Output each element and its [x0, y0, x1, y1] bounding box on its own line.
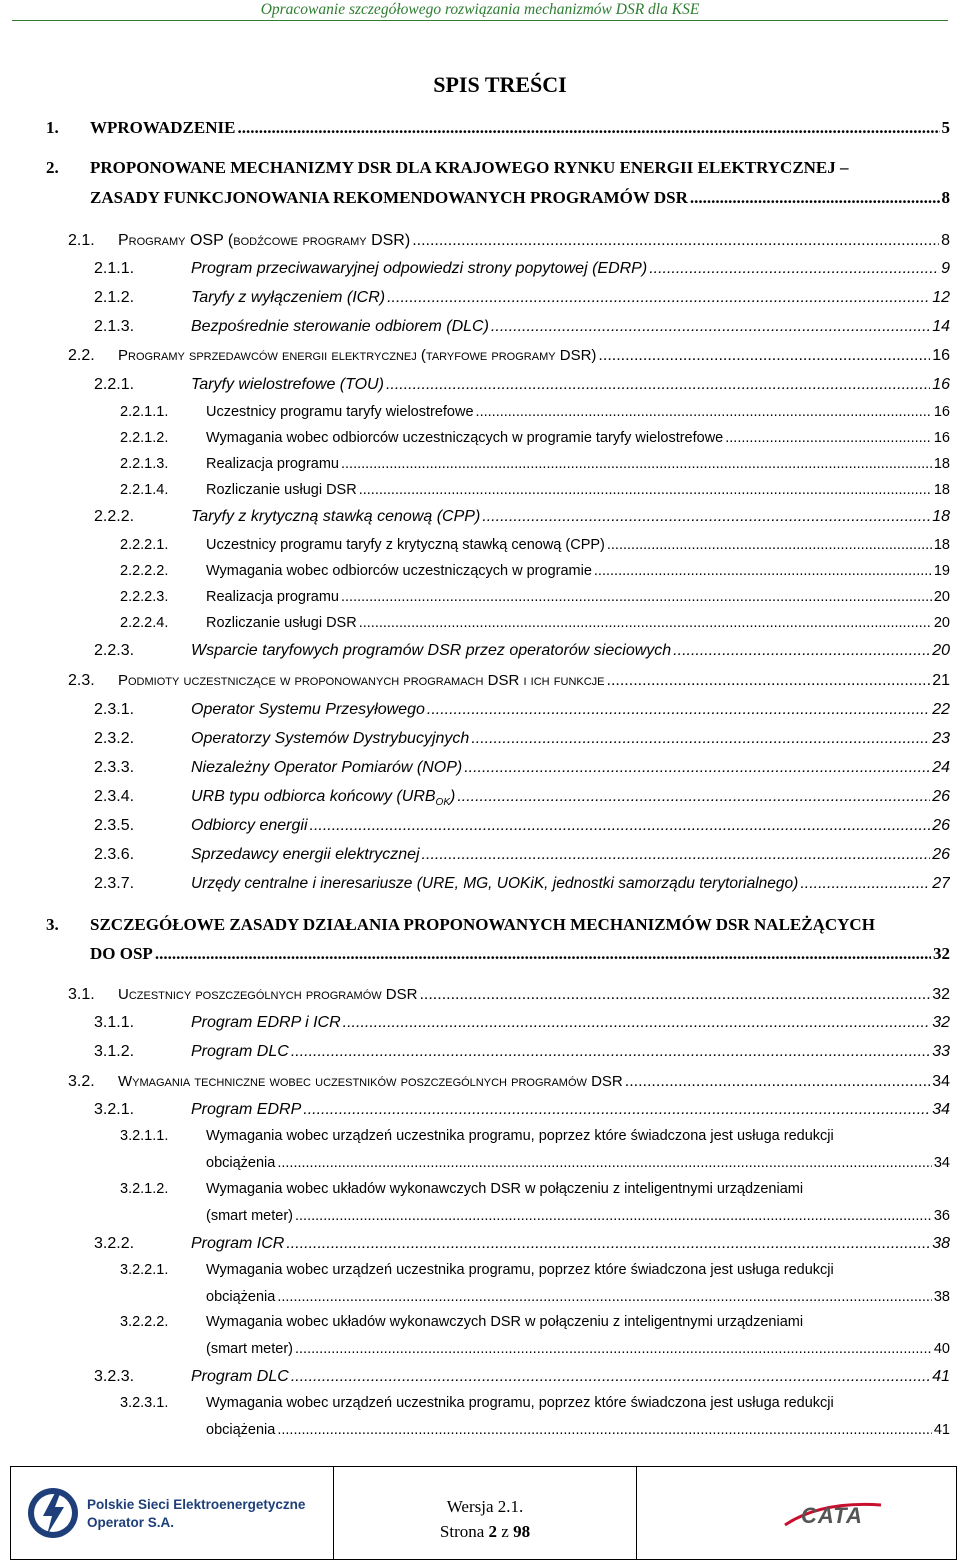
toc-text: Wymagania wobec odbiorców uczestniczących w programie — [206, 563, 592, 579]
toc-num: 2.3.6. — [94, 846, 135, 863]
toc-text: Wymagania wobec urządzeń uczestnika programu, poprzez które świadczona jest usługa redukcji — [206, 1262, 834, 1278]
toc-leader — [359, 482, 932, 498]
toc-text: Program DLC — [191, 1043, 289, 1060]
toc-entry[interactable] — [120, 1181, 950, 1197]
toc-page: 41 — [932, 1368, 950, 1385]
toc-page: 18 — [932, 508, 950, 525]
toc-num: 3.2.3. — [94, 1368, 135, 1385]
running-header: Opracowanie szczegółowego rozwiązania mechanizmów DSR dla KSE — [260, 1, 700, 18]
toc-num: 3.2.2.2. — [120, 1314, 169, 1330]
toc-entry[interactable] — [68, 986, 950, 1004]
toc-page: 26 — [932, 788, 950, 805]
toc-entry[interactable] — [120, 1314, 950, 1330]
page-total: 98 — [513, 1522, 531, 1541]
toc-entry[interactable] — [94, 730, 950, 748]
toc-leader — [291, 1368, 930, 1386]
toc-entry[interactable] — [94, 376, 950, 394]
toc-text: Uczestnicy poszczególnych programów DSR — [118, 986, 418, 1003]
toc-leader — [277, 1289, 932, 1305]
toc-entry[interactable] — [120, 589, 950, 605]
toc-num: 2.3.1. — [94, 701, 135, 718]
toc-page: 8 — [941, 232, 950, 249]
toc-leader — [607, 672, 931, 690]
toc-entry[interactable] — [94, 1235, 950, 1253]
toc-leader — [725, 430, 932, 446]
toc-text: Taryfy wielostrefowe (TOU) — [191, 376, 384, 393]
toc-text: Wymagania techniczne wobec uczestników poszczególnych programów DSR — [118, 1073, 623, 1090]
toc-num: 1. — [46, 118, 59, 137]
toc-text: Programy sprzedawców energii elektrycznej (taryfowe programy DSR) — [118, 347, 597, 364]
toc-text: Program ICR — [191, 1235, 285, 1252]
toc-page: 20 — [933, 589, 950, 605]
toc-entry-cont[interactable] — [206, 1208, 950, 1224]
toc-num: 3.1.1. — [94, 1014, 135, 1031]
toc-num: 2.2.2.3. — [120, 589, 169, 605]
toc-leader — [422, 846, 931, 864]
toc-leader — [412, 232, 939, 250]
toc-num: 2.3.2. — [94, 730, 135, 747]
toc-num: 2.2.3. — [94, 642, 135, 659]
toc-text: Realizacja programu — [206, 589, 339, 605]
toc-num: 2.1. — [68, 232, 95, 249]
toc-entry[interactable] — [94, 701, 950, 719]
toc-num: 3.2.1. — [94, 1101, 135, 1118]
toc-num: 2.3.7. — [94, 875, 135, 892]
toc-num: 3.2. — [68, 1073, 95, 1090]
toc-leader — [343, 1014, 931, 1032]
toc-entry[interactable] — [120, 404, 950, 420]
toc-page: 16 — [932, 347, 950, 364]
toc-text: (smart meter) — [206, 1341, 293, 1357]
toc-leader — [690, 188, 940, 208]
toc-page: 22 — [932, 701, 950, 718]
version-label: Wersja 2.1. — [446, 1497, 524, 1516]
toc-leader — [310, 817, 931, 835]
toc-entry[interactable] — [94, 788, 950, 808]
toc-text: Urzędy centralne i ineresariusze (URE, MG, UOKiK, jednostki samorządu terytorialnego) — [191, 875, 799, 892]
toc-entry[interactable] — [120, 456, 950, 472]
toc-title: SPIS TREŚCI — [433, 72, 567, 97]
footer-divider — [636, 1467, 637, 1559]
toc-num: 2.1.2. — [94, 289, 135, 306]
toc-page: 19 — [933, 563, 950, 579]
toc-text: Realizacja programu — [206, 456, 339, 472]
toc-entry[interactable] — [94, 875, 950, 893]
toc-text: Operatorzy Systemów Dystrybucyjnych — [191, 730, 470, 747]
toc-entry[interactable] — [94, 759, 950, 777]
toc-page: 38 — [932, 1235, 950, 1252]
toc-num: 3.1. — [68, 986, 95, 1003]
toc-page: 32 — [932, 986, 950, 1003]
toc-text: Bezpośrednie sterowanie odbiorem (DLC) — [191, 318, 489, 335]
toc-num: 2.2.1. — [94, 376, 135, 393]
toc-page: 23 — [932, 730, 950, 747]
toc-entry[interactable] — [120, 563, 950, 579]
toc-page: 38 — [933, 1289, 950, 1305]
toc-text: obciążenia — [206, 1289, 276, 1305]
toc-leader — [476, 404, 932, 420]
toc-num: 3. — [46, 915, 59, 934]
toc-text: Operator Systemu Przesyłowego — [191, 701, 425, 718]
toc-leader — [649, 260, 939, 278]
toc-leader — [491, 318, 930, 336]
toc-subscript: OK — [435, 797, 450, 809]
toc-page: 33 — [932, 1043, 950, 1060]
toc-entry[interactable] — [94, 289, 950, 307]
toc-text: Program EDRP — [191, 1101, 302, 1118]
toc-page: 18 — [933, 456, 950, 472]
cata-logo — [781, 1497, 891, 1533]
toc-page: 16 — [933, 430, 950, 446]
toc-num: 2.2.1.3. — [120, 456, 169, 472]
toc-entry[interactable] — [46, 915, 950, 935]
toc-num: 3.2.1.1. — [120, 1128, 169, 1144]
footer-version-block — [334, 1467, 636, 1559]
toc-num: 2.3.3. — [94, 759, 135, 776]
toc-entry[interactable] — [94, 1101, 950, 1119]
toc-entry[interactable] — [46, 158, 950, 178]
page-prefix: Strona — [439, 1522, 485, 1541]
toc-page: 5 — [941, 118, 950, 137]
toc-entry[interactable] — [46, 118, 950, 138]
toc-entry[interactable] — [120, 430, 950, 446]
toc-num: 2.2.1.1. — [120, 404, 169, 420]
toc-num: 3.2.1.2. — [120, 1181, 169, 1197]
page-current: 2 — [488, 1522, 498, 1541]
toc-page: 34 — [933, 1155, 950, 1171]
toc-num: 3.1.2. — [94, 1043, 135, 1060]
toc-text: Rozliczanie usługi DSR — [206, 482, 357, 498]
toc-entry[interactable] — [120, 482, 950, 498]
toc-text: Wymagania wobec urządzeń uczestnika programu, poprzez które świadczona jest usługa redukcji — [206, 1128, 834, 1144]
toc-page: 20 — [932, 642, 950, 659]
pse-logo-icon — [25, 1485, 81, 1541]
toc-text: Rozliczanie usługi DSR — [206, 615, 357, 631]
toc-leader — [237, 118, 939, 138]
toc-leader — [291, 1043, 930, 1061]
header-rule — [12, 20, 948, 21]
toc-text: Program przeciwawaryjnej odpowiedzi strony popytowej (EDRP) — [191, 260, 648, 277]
toc-leader — [286, 1235, 930, 1253]
toc-page: 21 — [932, 672, 950, 689]
toc-text: SZCZEGÓŁOWE ZASADY DZIAŁANIA PROPONOWANYCH MECHANIZMÓW DSR NALEŻĄCYCH — [90, 915, 875, 934]
toc-num: 2.3.5. — [94, 817, 135, 834]
toc-page: 18 — [933, 482, 950, 498]
toc-text: Sprzedawcy energii elektrycznej — [191, 846, 420, 863]
pse-logo-sub: Operator S.A. — [87, 1515, 175, 1530]
toc-entry[interactable] — [94, 817, 950, 835]
pse-logo-name: Polskie Sieci Elektroenergetyczne — [87, 1497, 306, 1512]
toc-text: Wymagania wobec układów wykonawczych DSR w połączeniu z inteligentnymi urządzeniami — [206, 1314, 804, 1330]
toc-page: 26 — [932, 817, 950, 834]
toc-page: 34 — [932, 1101, 950, 1118]
toc-entry[interactable] — [94, 318, 950, 336]
toc-num: 2.2.2.1. — [120, 537, 169, 553]
toc-entry[interactable] — [94, 846, 950, 864]
toc-leader — [295, 1208, 932, 1224]
toc-page: 16 — [932, 376, 950, 393]
toc-leader — [800, 875, 930, 893]
toc-text: Uczestnicy programu taryfy z krytyczną stawką cenową (CPP) — [206, 537, 605, 553]
toc-leader — [303, 1101, 930, 1119]
toc-num: 2.2.1.4. — [120, 482, 169, 498]
toc-leader — [457, 788, 930, 806]
pse-logo — [25, 1485, 325, 1545]
toc-page: 20 — [933, 615, 950, 631]
toc-num: 2.1.3. — [94, 318, 135, 335]
toc-entry-cont[interactable] — [206, 1289, 950, 1305]
toc-page: 18 — [933, 537, 950, 553]
toc-text: ZASADY FUNKCJONOWANIA REKOMENDOWANYCH PROGRAMÓW DSR — [90, 188, 688, 207]
toc-page: 27 — [932, 875, 950, 892]
toc-leader — [427, 701, 930, 719]
toc-leader — [419, 986, 930, 1004]
toc-leader — [598, 347, 930, 365]
toc-entry-cont[interactable] — [206, 1341, 950, 1357]
toc-page: 16 — [933, 404, 950, 420]
toc-num: 2.2.1.2. — [120, 430, 169, 446]
toc-page: 14 — [932, 318, 950, 335]
toc-num: 2.3.4. — [94, 788, 135, 805]
toc-leader — [277, 1422, 932, 1438]
toc-leader — [341, 589, 932, 605]
toc-entry-cont[interactable] — [206, 1422, 950, 1438]
toc-entry[interactable] — [120, 537, 950, 553]
toc-entry-cont[interactable] — [206, 1155, 950, 1171]
toc-page: 32 — [933, 944, 950, 963]
toc-page: 32 — [932, 1014, 950, 1031]
toc-entry[interactable] — [68, 672, 950, 690]
toc-text: Taryfy z krytyczną stawką cenową (CPP) — [191, 508, 481, 525]
toc-text: Wymagania wobec układów wykonawczych DSR w połączeniu z inteligentnymi urządzeniami — [206, 1181, 804, 1197]
toc-text: URB typu odbiorca końcowy (URB — [191, 788, 436, 805]
toc-num: 2.2. — [68, 347, 95, 364]
toc-leader — [471, 730, 930, 748]
toc-entry[interactable] — [120, 1128, 950, 1144]
toc-entry[interactable] — [94, 508, 950, 526]
toc-text: PROPONOWANE MECHANIZMY DSR DLA KRAJOWEGO RYNKU ENERGII ELEKTRYCZNEJ – — [90, 158, 849, 177]
toc-text: Podmioty uczestniczące w proponowanych programach DSR i ich funkcje — [118, 672, 605, 689]
toc-text: Wsparcie taryfowych programów DSR przez operatorów sieciowych — [191, 642, 672, 659]
toc-text: DO OSP — [90, 944, 153, 963]
toc-entry[interactable] — [94, 260, 950, 278]
toc-leader — [607, 537, 932, 553]
toc-leader — [594, 563, 932, 579]
toc-text: obciążenia — [206, 1422, 276, 1438]
toc-num: 2.3. — [68, 672, 95, 689]
toc-leader — [464, 759, 930, 777]
toc-text: Wymagania wobec urządzeń uczestnika programu, poprzez które świadczona jest usługa redukcji — [206, 1395, 834, 1411]
toc-page: 9 — [941, 260, 950, 277]
toc-num: 2.1.1. — [94, 260, 135, 277]
toc-num: 3.2.2.1. — [120, 1262, 169, 1278]
page-counter — [334, 1522, 636, 1542]
toc-leader — [295, 1341, 932, 1357]
toc-num: 2.2.2.4. — [120, 615, 169, 631]
toc-entry[interactable] — [120, 1262, 950, 1278]
toc-entry[interactable] — [120, 615, 950, 631]
toc-entry[interactable] — [68, 1073, 950, 1091]
toc-text: obciążenia — [206, 1155, 276, 1171]
toc-leader — [386, 376, 930, 394]
toc-page: 12 — [932, 289, 950, 306]
toc-page: 8 — [941, 188, 950, 207]
toc-entry[interactable] — [94, 1368, 950, 1386]
toc-leader — [277, 1155, 932, 1171]
toc-entry[interactable] — [68, 232, 950, 250]
toc-entry-cont[interactable] — [90, 944, 950, 964]
toc-text: WPROWADZENIE — [90, 118, 236, 137]
toc-text: Program EDRP i ICR — [191, 1014, 341, 1031]
toc-text: Odbiorcy energii — [191, 817, 308, 834]
toc-text-after: ) — [450, 788, 456, 805]
toc-leader — [673, 642, 930, 660]
toc-leader — [341, 456, 932, 472]
page-sep: z — [501, 1522, 509, 1541]
toc-entry[interactable] — [94, 642, 950, 660]
toc-num: 2.2.2. — [94, 508, 135, 525]
toc-leader — [387, 289, 930, 307]
toc-text: Uczestnicy programu taryfy wielostrefowe — [206, 404, 474, 420]
toc-text: Programy OSP (bodźcowe programy DSR) — [118, 232, 411, 249]
toc-entry[interactable] — [120, 1395, 950, 1411]
page-footer — [10, 1466, 957, 1560]
toc-leader — [482, 508, 930, 526]
toc-leader — [625, 1073, 930, 1091]
toc-num: 3.2.2. — [94, 1235, 135, 1252]
toc-leader — [155, 944, 931, 964]
cata-logo-text: CATA — [801, 1503, 863, 1528]
toc-text: (smart meter) — [206, 1208, 293, 1224]
toc-page: 34 — [932, 1073, 950, 1090]
toc-text: Niezależny Operator Pomiarów (NOP) — [191, 759, 463, 776]
toc-page: 36 — [933, 1208, 950, 1224]
toc-entry[interactable] — [68, 347, 950, 365]
toc-num: 2.2.2.2. — [120, 563, 169, 579]
toc-text: Program DLC — [191, 1368, 289, 1385]
toc-entry-cont[interactable] — [90, 188, 950, 208]
toc-num: 3.2.3.1. — [120, 1395, 169, 1411]
toc-text: Taryfy z wyłączeniem (ICR) — [191, 289, 386, 306]
toc-page: 24 — [932, 759, 950, 776]
toc-num: 2. — [46, 158, 59, 177]
toc-page: 41 — [933, 1422, 950, 1438]
toc-page: 40 — [933, 1341, 950, 1357]
toc-page: 26 — [932, 846, 950, 863]
toc-text: Wymagania wobec odbiorców uczestniczących w programie taryfy wielostrefowe — [206, 430, 724, 446]
toc-leader — [359, 615, 932, 631]
toc-entry[interactable] — [94, 1014, 950, 1032]
toc-entry[interactable] — [94, 1043, 950, 1061]
